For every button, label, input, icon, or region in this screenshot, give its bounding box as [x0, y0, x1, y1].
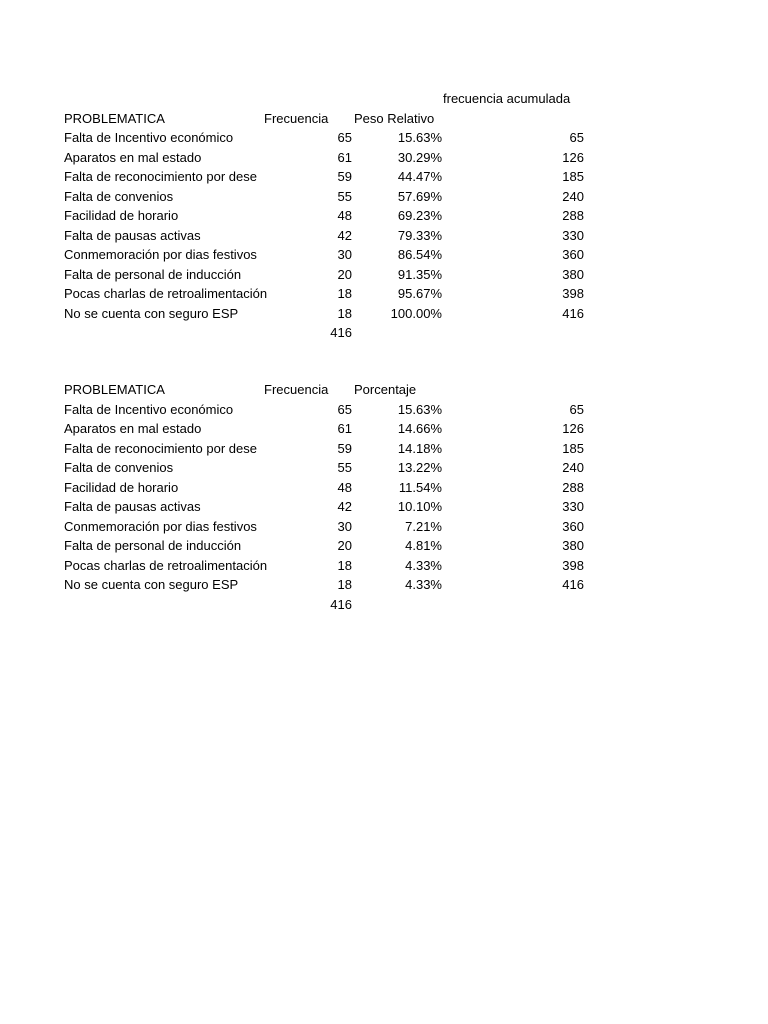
table-row	[64, 478, 584, 498]
cell-porcentaje: 69.23%	[397, 208, 442, 223]
header-problematica: PROBLEMATICA	[64, 110, 165, 126]
cell-frecuencia: 42	[337, 499, 352, 514]
cell-porcentaje: 13.22%	[397, 460, 442, 475]
table-row	[64, 400, 584, 420]
cell-problematica: Falta de reconocimiento por dese	[64, 440, 257, 456]
table-row	[64, 458, 584, 478]
cell-frecuencia: 59	[337, 440, 352, 456]
table-row	[64, 556, 584, 576]
cell-frecuencia-acumulada: 65	[569, 130, 584, 145]
cell-frecuencia-acumulada: 65	[569, 401, 584, 417]
cell-problematica: Falta de convenios	[64, 188, 174, 204]
cell-frecuencia-acumulada: 416	[562, 305, 584, 321]
cell-porcentaje: 30.29%	[397, 149, 442, 165]
cell-porcentaje: 14.18%	[397, 440, 442, 456]
table-row	[64, 439, 584, 459]
cell-frecuencia-acumulada: 360	[562, 247, 584, 262]
cell-frecuencia-acumulada: 240	[562, 188, 584, 204]
cell-problematica: Falta de convenios	[64, 460, 174, 475]
cell-frecuencia: 18	[337, 577, 352, 592]
cell-porcentaje: 14.66%	[397, 421, 442, 436]
cell-problematica: Aparatos en mal estado	[64, 149, 202, 165]
cell-frecuencia: 48	[337, 208, 352, 223]
table-row	[64, 167, 584, 187]
cell-frecuencia-acumulada: 330	[562, 227, 584, 243]
header-frecuencia: Frecuencia	[264, 110, 329, 126]
table-header-row	[64, 380, 584, 400]
cell-frecuencia-acumulada: 126	[562, 149, 584, 165]
cell-porcentaje: 4.33%	[405, 577, 442, 592]
cell-frecuencia-acumulada: 288	[562, 208, 584, 223]
cell-frecuencia: 42	[337, 227, 352, 243]
table-row	[64, 536, 584, 556]
cell-porcentaje: 7.21%	[405, 518, 442, 534]
cell-frecuencia-acumulada: 398	[562, 557, 584, 573]
cell-porcentaje: 91.35%	[397, 266, 442, 282]
cell-frecuencia: 20	[337, 538, 352, 553]
cell-porcentaje: 4.81%	[405, 538, 442, 553]
table-top-header-row	[64, 89, 584, 109]
cell-frecuencia-acumulada: 380	[562, 538, 584, 553]
header-frecuencia: Frecuencia	[264, 382, 329, 397]
cell-frecuencia: 18	[337, 286, 352, 301]
table-total-row	[64, 595, 584, 615]
table-peso-relativo	[64, 89, 584, 343]
cell-frecuencia-acumulada: 126	[562, 421, 584, 436]
cell-problematica: Facilidad de horario	[64, 479, 179, 495]
cell-frecuencia-acumulada: 416	[562, 577, 584, 592]
cell-frecuencia: 65	[337, 130, 352, 145]
cell-frecuencia: 48	[337, 479, 352, 495]
cell-frecuencia-acumulada: 330	[562, 499, 584, 514]
cell-porcentaje: 4.33%	[405, 557, 442, 573]
table-total-row	[64, 323, 584, 343]
cell-frecuencia-acumulada: 360	[562, 518, 584, 534]
cell-porcentaje: 15.63%	[397, 401, 442, 417]
table-body	[64, 400, 584, 595]
cell-frecuencia: 18	[337, 557, 352, 573]
cell-problematica: No se cuenta con seguro ESP	[64, 577, 239, 592]
cell-frecuencia: 30	[337, 247, 352, 262]
cell-porcentaje: 86.54%	[397, 247, 442, 262]
cell-problematica: Falta de personal de inducción	[64, 266, 242, 282]
cell-problematica: Falta de pausas activas	[64, 499, 201, 514]
table-row	[64, 245, 584, 265]
cell-problematica: Falta de Incentivo económico	[64, 401, 234, 417]
table-row	[64, 419, 584, 439]
table-body	[64, 128, 584, 323]
table-row	[64, 206, 584, 226]
cell-problematica: No se cuenta con seguro ESP	[64, 305, 239, 321]
header-porcentaje: Porcentaje	[354, 382, 417, 397]
cell-porcentaje: 79.33%	[397, 227, 442, 243]
cell-frecuencia-acumulada: 398	[562, 286, 584, 301]
cell-frecuencia: 59	[337, 169, 352, 184]
cell-problematica: Conmemoración por dias festivos	[64, 247, 257, 262]
cell-frecuencia: 61	[337, 421, 352, 436]
header-problematica: PROBLEMATICA	[64, 382, 165, 397]
table-row	[64, 128, 584, 148]
cell-frecuencia: 55	[337, 188, 352, 204]
cell-frecuencia: 20	[337, 266, 352, 282]
table-row	[64, 497, 584, 517]
table-porcentaje	[64, 380, 584, 614]
cell-frecuencia-acumulada: 240	[562, 460, 584, 475]
cell-frecuencia-acumulada: 185	[562, 169, 584, 184]
cell-problematica: Falta de pausas activas	[64, 227, 201, 243]
header-peso-relativo: Peso Relativo	[354, 110, 435, 126]
cell-problematica: Pocas charlas de retroalimentación	[64, 557, 268, 573]
table-row	[64, 304, 584, 324]
table-row	[64, 148, 584, 168]
cell-problematica: Pocas charlas de retroalimentación	[64, 286, 268, 301]
cell-frecuencia: 61	[337, 149, 352, 165]
cell-porcentaje: 95.67%	[397, 286, 442, 301]
table-row	[64, 226, 584, 246]
cell-frecuencia: 18	[337, 305, 352, 321]
cell-problematica: Falta de personal de inducción	[64, 538, 242, 553]
cell-frecuencia-acumulada: 380	[562, 266, 584, 282]
cell-frecuencia: 65	[337, 401, 352, 417]
total-frecuencia: 416	[330, 596, 352, 612]
table-row	[64, 517, 584, 537]
table-row	[64, 575, 584, 595]
cell-problematica: Falta de reconocimiento por dese	[64, 169, 257, 184]
header-frecuencia-acumulada: frecuencia acumulada	[443, 91, 571, 106]
cell-porcentaje: 44.47%	[397, 169, 442, 184]
table-row	[64, 187, 584, 207]
cell-frecuencia: 55	[337, 460, 352, 475]
cell-frecuencia-acumulada: 288	[562, 479, 584, 495]
cell-problematica: Aparatos en mal estado	[64, 421, 202, 436]
cell-porcentaje: 10.10%	[397, 499, 442, 514]
cell-porcentaje: 100.00%	[390, 305, 442, 321]
cell-porcentaje: 57.69%	[397, 188, 442, 204]
cell-porcentaje: 15.63%	[397, 130, 442, 145]
table-row	[64, 284, 584, 304]
cell-porcentaje: 11.54%	[398, 479, 442, 495]
cell-frecuencia: 30	[337, 518, 352, 534]
cell-frecuencia-acumulada: 185	[562, 440, 584, 456]
table-row	[64, 265, 584, 285]
table-header-row	[64, 109, 584, 129]
cell-problematica: Facilidad de horario	[64, 208, 179, 223]
cell-problematica: Conmemoración por dias festivos	[64, 518, 257, 534]
cell-problematica: Falta de Incentivo económico	[64, 130, 234, 145]
total-frecuencia: 416	[330, 325, 352, 340]
